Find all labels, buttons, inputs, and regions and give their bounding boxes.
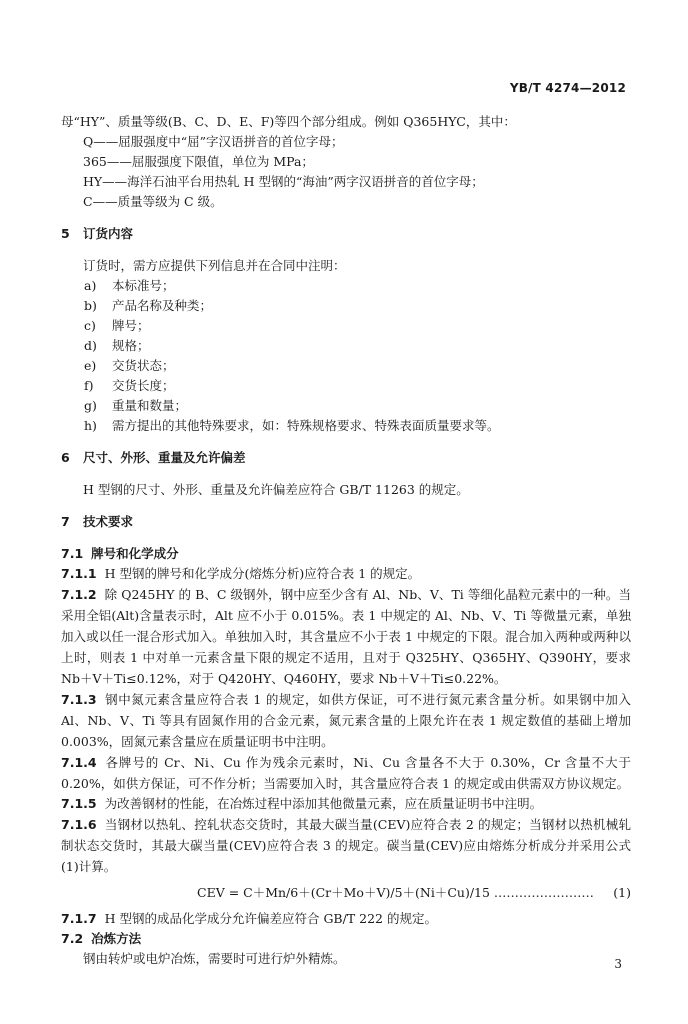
section-6-title: 尺寸、外形、重量及允许偏差 <box>83 450 246 465</box>
clause-7-1-6: 7.1.6 当钢材以热轧、控轧状态交货时，其最大碳当量(CEV)应符合表 2 的规定；当钢材以热机械轧制状态交货时，其最大碳当量(CEV)应符合表 3 的规定。碳当量(CEV)应由熔炼分析成分并采用公式(1)计算。 <box>61 817 631 874</box>
subsection-7-1-title: 牌号和化学成分 <box>91 546 179 561</box>
clause-7-1-2: 7.1.2 除 Q245HY 的 B、C 级钢外，钢中应至少含有 Al、Nb、V、Ti 等细化晶粒元素中的一种。当采用全铝(Alt)含量表示时，Alt 应不小于 0.015%。表 1 中规定的 Al、Nb、V、Ti 等微量元素，单独加入或以任一混合形式加入。单独加入时，其含量应不小于表 1 中规定的下限。混合加入两种或两种以上时，则表 1 中对单一元素含量下限的规定不适用，且对于 Q325HY、Q365HY、Q390HY，要求 Nb＋V＋Ti≤0.12%，对于 Q420HY、Q460HY，要求 Nb＋V＋Ti≤0.22%。 <box>61 587 631 686</box>
definition-hy: HY——海洋石油平台用热轧 H 型钢的“海油”两字汉语拼音的首位字母； <box>83 174 484 189</box>
clause-7-1-1: 7.1.1 H 型钢的牌号和化学成分(熔炼分析)应符合表 1 的规定。 <box>61 566 421 581</box>
subsection-7-1-heading <box>61 544 631 564</box>
clause-7-1-5: 7.1.5 为改善钢材的性能，在冶炼过程中添加其他微量元素，应在质量证明书中注明。 <box>61 796 543 811</box>
list-item: h) 需方提出的其他特殊要求，如：特殊规格要求、特殊表面质量要求等。 <box>84 418 500 433</box>
subsection-7-1-number: 7.1 <box>61 546 84 561</box>
definition-q: Q——屈服强度中“屈”字汉语拼音的首位字母； <box>83 134 344 149</box>
subsection-7-2-heading <box>61 929 631 949</box>
section-7-heading <box>61 512 631 532</box>
list-item: e) 交货状态； <box>84 358 175 373</box>
list-item: c) 牌号； <box>84 318 150 333</box>
section-5-title: 订货内容 <box>83 226 134 241</box>
formula-label: (1) <box>613 885 631 900</box>
standard-code-header: YB/T 4274—2012 <box>509 81 626 95</box>
clause-7-1-7: 7.1.7 H 型钢的成品化学成分允许偏差应符合 GB/T 222 的规定。 <box>61 911 437 926</box>
section-7-number: 7 <box>61 514 70 529</box>
clause-7-1-4: 7.1.4 各牌号的 Cr、Ni、Cu 作为残余元素时，Ni、Cu 含量各不大于 0.30%，Cr 含量不大于 0.20%，如供方保证，可不作分析；当需要加入时，其含量应符合表 1 的规定或由供需双方协议规定。 <box>61 755 631 791</box>
section-5-number: 5 <box>61 226 70 241</box>
page-content <box>61 112 631 969</box>
section-7-title: 技术要求 <box>83 514 134 529</box>
subsection-7-2-body: 钢由转炉或电炉冶炼，需要时可进行炉外精炼。 <box>83 951 346 966</box>
page-number: 3 <box>614 957 622 971</box>
list-item: a) 本标准号； <box>84 278 175 293</box>
section-5-lead: 订货时，需方应提供下列信息并在合同中注明： <box>83 258 346 273</box>
section-6-heading <box>61 448 631 468</box>
section-5-heading <box>61 224 631 244</box>
list-item: b) 产品名称及种类； <box>84 298 213 313</box>
subsection-7-2-number: 7.2 <box>61 931 84 946</box>
clause-7-1-3: 7.1.3 钢中氮元素含量应符合表 1 的规定，如供方保证，可不进行氮元素含量分析。如果钢中加入 Al、Nb、V、Ti 等具有固氮作用的合金元素，氮元素含量的上限允许在表 1 规定数值的基础上增加 0.003%，固氮元素含量应在质量证明书中注明。 <box>61 692 631 749</box>
list-item: f) 交货长度； <box>84 378 175 393</box>
subsection-7-2-title: 冶炼方法 <box>91 931 142 946</box>
intro-lead: 母“HY”、质量等级(B、C、D、E、F)等四个部分组成。例如 Q365HYC，其中： <box>61 114 516 129</box>
cev-formula <box>61 883 631 903</box>
list-item: g) 重量和数量； <box>84 398 188 413</box>
definition-c: C——质量等级为 C 级。 <box>83 194 223 209</box>
definition-365: 365——屈服强度下限值，单位为 MPa； <box>83 154 314 169</box>
formula-expression: CEV = C＋Mn/6＋(Cr＋Mo＋V)/5＋(Ni＋Cu)/15 …………………… <box>197 885 594 900</box>
section-6-number: 6 <box>61 450 70 465</box>
list-item: d) 规格； <box>84 338 150 353</box>
section-6-body: H 型钢的尺寸、外形、重量及允许偏差应符合 GB/T 11263 的规定。 <box>83 482 469 497</box>
